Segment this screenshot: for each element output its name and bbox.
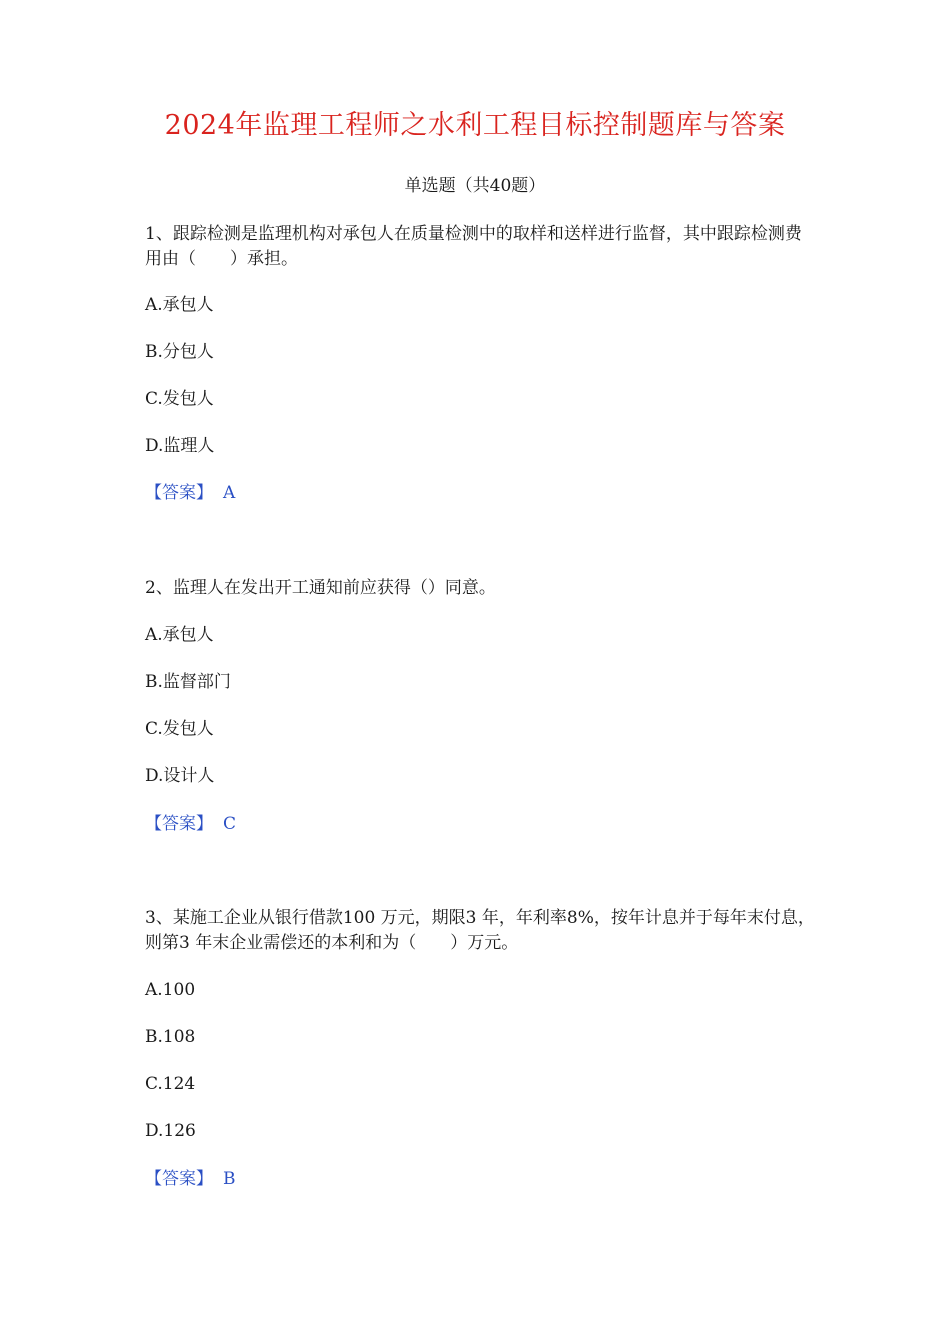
question-1-text: 1、跟踪检测是监理机构对承包人在质量检测中的取样和送样进行监督，其中跟踪检测费用由（ ）承担。 [145, 224, 802, 269]
document-title: 2024年监理工程师之水利工程目标控制题库与答案 [164, 110, 786, 141]
question-3-answer [145, 1167, 236, 1191]
question-2-option-a: A.承包人 [145, 625, 214, 645]
question-3-text: 3、某施工企业从银行借款100 万元，期限3 年，年利率8%，按年计息并于每年末付息，则第3 年末企业需偿还的本利和为（ ）万元。 [145, 908, 815, 953]
question-1-option-a: A.承包人 [145, 295, 214, 315]
question-1-option-d: D.监理人 [145, 436, 215, 456]
question-3-option-c: C.124 [145, 1074, 196, 1094]
question-2-option-b: B.监督部门 [145, 672, 231, 692]
answer-label: 【答案】 [145, 483, 213, 503]
answer-label: 【答案】 [145, 814, 213, 834]
answer-value: B [223, 1169, 236, 1189]
answer-label: 【答案】 [145, 1169, 213, 1189]
question-2-text: 2、监理人在发出开工通知前应获得（）同意。 [145, 578, 496, 598]
question-3-option-a: A.100 [145, 980, 196, 1000]
section-heading: 单选题（共40题） [404, 176, 546, 196]
question-3-option-d: D.126 [145, 1121, 196, 1141]
question-1-option-b: B.分包人 [145, 342, 214, 362]
answer-value: A [223, 483, 236, 503]
question-2-answer [145, 812, 236, 836]
question-1-answer [145, 481, 235, 505]
question-2-option-c: C.发包人 [145, 719, 214, 739]
question-1-option-c: C.发包人 [145, 389, 214, 409]
question-2-option-d: D.设计人 [145, 766, 215, 786]
answer-value: C [223, 814, 237, 834]
question-3-option-b: B.108 [145, 1027, 196, 1047]
